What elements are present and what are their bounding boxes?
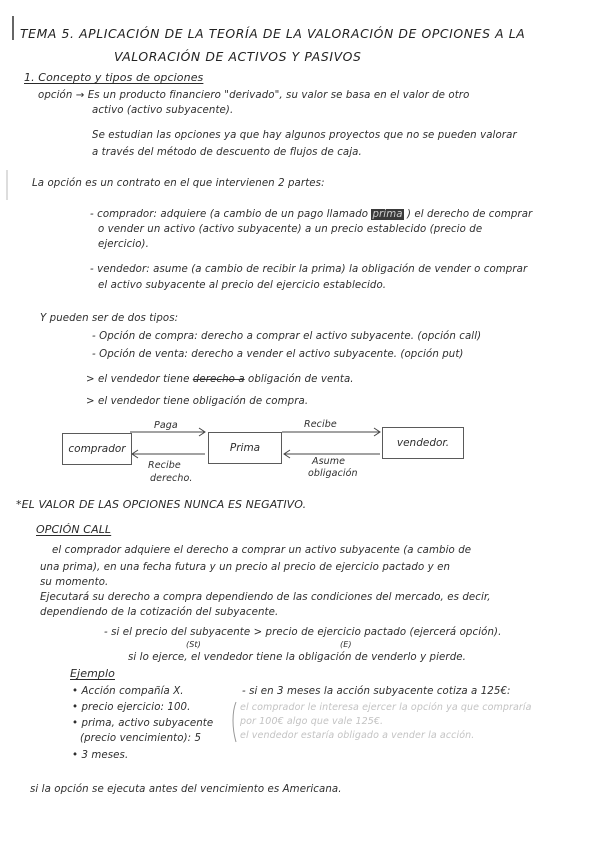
diagram-box-comprador xyxy=(62,433,132,465)
highlight-prima: prima xyxy=(372,209,403,220)
example-item: • prima, activo subyacente xyxy=(72,718,214,729)
text-line: una prima), en una fecha futura y un precio al precio de ejercicio pactado y en xyxy=(40,562,451,573)
arrow-label-recibe: Recibe xyxy=(304,419,337,430)
text-line: Y pueden ser de dos tipos: xyxy=(40,313,179,324)
text-line: el comprador adquiere el derecho a comprar un activo subyacente (a cambio de xyxy=(52,545,472,556)
arrow-label-recibe-2: Recibe xyxy=(148,460,181,471)
example-heading: Ejemplo xyxy=(70,667,115,680)
text-line: o vender un activo (activo subyacente) a un precio establecido (precio de xyxy=(98,224,483,235)
box-label: Prima xyxy=(229,442,261,454)
example-item: (precio vencimiento): 5 xyxy=(80,733,202,744)
section-2-heading: *EL VALOR DE LAS OPCIONES NUNCA ES NEGATIVO. xyxy=(16,498,307,511)
text-line: obligación de venta. xyxy=(248,374,354,385)
footer-line: si la opción se ejecuta antes del vencimiento es Americana. xyxy=(30,784,342,795)
example-item: • Acción compañía X. xyxy=(72,686,184,697)
example-item: • 3 meses. xyxy=(72,750,129,761)
text-line: su momento. xyxy=(40,577,109,588)
box-label: vendedor. xyxy=(396,437,450,449)
left-brace-example xyxy=(233,702,236,742)
text-line: activo (activo subyacente). xyxy=(92,105,234,116)
arrow-label-derecho: derecho. xyxy=(150,473,193,484)
text-line: si lo ejerce, el vendedor tiene la obligación de venderlo y pierde. xyxy=(128,652,466,663)
comprador-line xyxy=(90,209,532,220)
arrow-label-paga: Paga xyxy=(154,420,178,431)
text-line: - Opción de compra: derecho a comprar el activo subyacente. (opción call) xyxy=(92,331,482,342)
call-heading: OPCIÓN CALL xyxy=(36,523,112,536)
text-line: Se estudian las opciones ya que hay algunos proyectos que no se pueden valorar xyxy=(92,130,517,141)
vendedor-venta-line xyxy=(86,374,354,385)
example-right-line: el comprador le interesa ejercer la opción ya que compraría xyxy=(240,702,532,713)
arrow-recibe-bottom xyxy=(132,450,205,458)
text-line: - comprador: adquiere (a cambio de un pago llamado xyxy=(90,209,369,220)
arrow-label-obligacion: obligación xyxy=(308,468,358,479)
diagram-box-vendedor xyxy=(382,427,464,459)
text-line: - vendedor: asume (a cambio de recibir la prima) la obligación de vender o comprar xyxy=(90,264,528,275)
text-line: dependiendo de la cotización del subyacente. xyxy=(40,607,279,618)
text-line: a través del método de descuento de flujos de caja. xyxy=(92,147,362,158)
text-line: > el vendedor tiene xyxy=(86,374,190,385)
arrow-label-asume: Asume xyxy=(312,456,346,467)
title-line-2: VALORACIÓN DE ACTIVOS Y PASIVOS xyxy=(114,49,362,64)
title-line-1: TEMA 5. APLICACIÓN DE LA TEORÍA DE LA VALORACIÓN DE OPCIONES A LA xyxy=(20,26,526,41)
diagram-box-prima xyxy=(208,432,282,464)
example-right-line: el vendedor estaría obligado a vender la acción. xyxy=(240,730,475,741)
text-line: Ejecutará su derecho a compra dependiendo de las condiciones del mercado, es decir, xyxy=(40,592,491,603)
text-line: el activo subyacente al precio del ejercicio establecido. xyxy=(98,280,387,291)
text-line: opción → Es un producto financiero "derivado", su valor se basa en el valor de otro xyxy=(38,90,470,101)
text-line: ejercicio). xyxy=(98,239,149,250)
text-line: ) el derecho de comprar xyxy=(406,209,533,220)
label-st: (St) xyxy=(186,640,201,649)
text-line: La opción es un contrato en el que intervienen 2 partes: xyxy=(32,178,325,189)
example-item: • precio ejercicio: 100. xyxy=(72,702,191,713)
example-right-line: por 100€ algo que vale 125€. xyxy=(240,716,384,727)
text-line: - Opción de venta: derecho a vender el activo subyacente. (opción put) xyxy=(92,349,464,360)
text-line: - si el precio del subyacente > precio de ejercicio pactado (ejercerá opción). xyxy=(104,627,502,638)
section-1-heading: 1. Concepto y tipos de opciones xyxy=(24,71,204,84)
example-right-line: - si en 3 meses la acción subyacente cotiza a 125€: xyxy=(242,686,511,697)
label-e: (E) xyxy=(340,640,352,649)
box-label: comprador xyxy=(68,443,126,455)
struck-text: derecho a xyxy=(192,374,245,385)
text-line: > el vendedor tiene obligación de compra. xyxy=(86,396,309,407)
